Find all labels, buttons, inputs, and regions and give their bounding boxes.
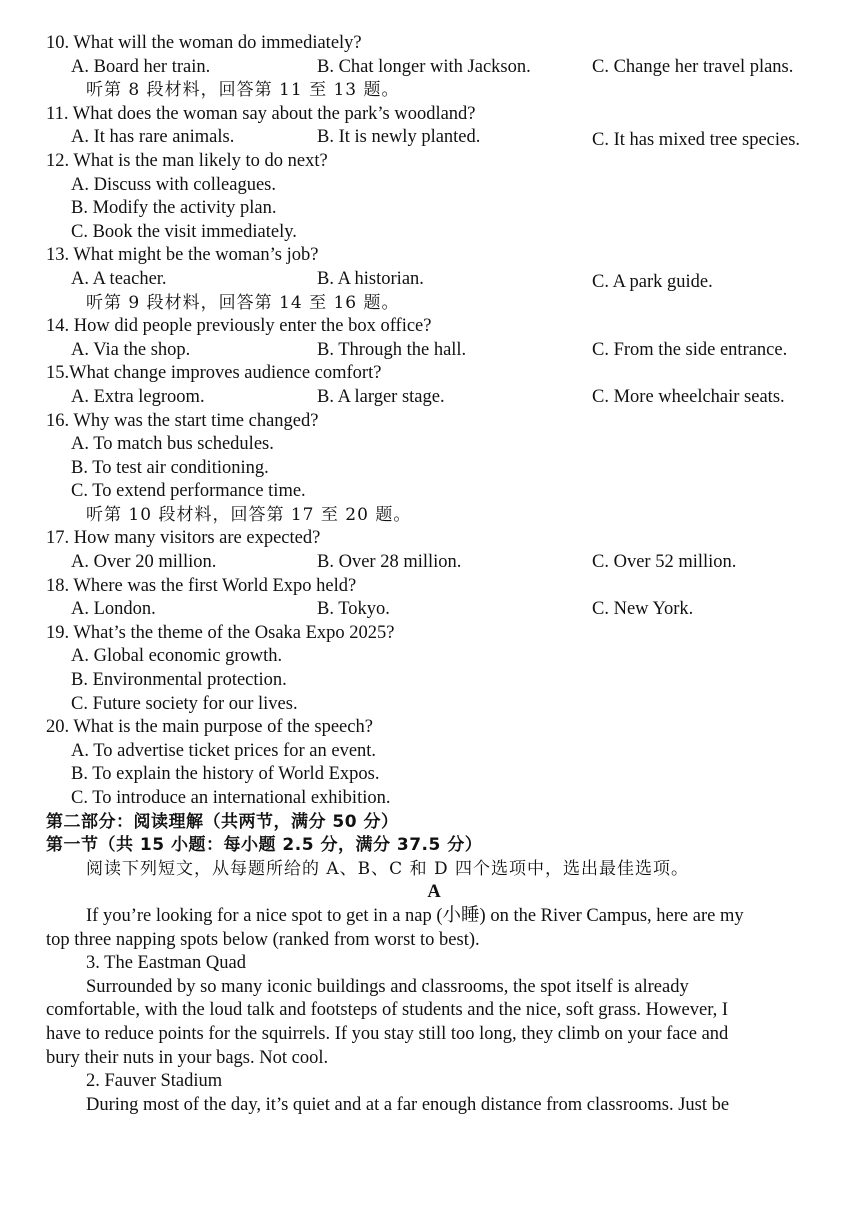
option-c: C. To introduce an international exhibition. (71, 788, 391, 808)
question-text: 17. How many visitors are expected? (46, 528, 321, 549)
option-b: B. Chat longer with Jackson. (317, 56, 531, 77)
spot3-line-4: bury their nuts in your bags. Not cool. (46, 1047, 329, 1068)
option-c: C. A park guide. (592, 271, 713, 292)
question-13 (0, 244, 868, 268)
spot3-line-3: have to reduce points for the squirrels. If you stay still too long, they climb on your face and (46, 1023, 729, 1044)
option-a: A. Discuss with colleagues. (71, 174, 277, 195)
option-a: A. Over 20 million. (71, 552, 217, 573)
question-text: 14. How did people previously enter the box office? (46, 316, 432, 337)
option-c: C. More wheelchair seats. (592, 386, 785, 407)
options-14 (0, 339, 868, 363)
option-a: A. London. (71, 599, 156, 620)
option-c: C. Over 52 million. (592, 552, 737, 573)
option-c: C. It has mixed tree species. (592, 130, 801, 151)
question-text: 16. Why was the start time changed? (46, 410, 319, 431)
spot3-line-2: comfortable, with the loud talk and footsteps of students and the nice, soft grass. However, I (46, 1000, 729, 1021)
option-b: B. Modify the activity plan. (71, 198, 277, 219)
options-17 (0, 551, 868, 575)
passage-label: A (427, 882, 441, 903)
option-c: C. Future society for our lives. (71, 693, 298, 714)
option-b: B. To test air conditioning. (71, 457, 269, 478)
part2-instruction: 阅读下列短文，从每题所给的 A、B、C 和 D 四个选项中，选出最佳选项。 (86, 858, 690, 879)
exam-page (0, 32, 868, 1117)
option-b: B. A larger stage. (317, 386, 445, 407)
option-a: A. To match bus schedules. (71, 434, 274, 455)
question-10 (0, 32, 868, 56)
option-c: C. Change her travel plans. (592, 56, 794, 77)
options-18 (0, 598, 868, 622)
spot3-title: 3. The Eastman Quad (86, 953, 246, 974)
section-instruction-9: 听第 9 段材料，回答第 14 至 16 题。 (86, 292, 400, 313)
option-c: C. To extend performance time. (71, 481, 306, 502)
option-a: A. Global economic growth. (71, 646, 283, 667)
options-13 (0, 268, 868, 292)
question-text: 13. What might be the woman’s job? (46, 245, 319, 266)
option-b: B. Through the hall. (317, 339, 467, 360)
question-text: 20. What is the main purpose of the speech? (46, 717, 373, 738)
section-instruction-8: 听第 8 段材料，回答第 11 至 13 题。 (86, 80, 400, 101)
options-10 (0, 56, 868, 80)
option-b: B. Over 28 million. (317, 552, 462, 573)
section-instruction-10: 听第 10 段材料，回答第 17 至 20 题。 (86, 504, 412, 525)
question-19 (0, 622, 868, 646)
question-18 (0, 575, 868, 599)
question-14 (0, 315, 868, 339)
question-11 (0, 103, 868, 127)
option-b: B. A historian. (317, 268, 424, 289)
question-text: 18. Where was the first World Expo held? (46, 575, 357, 596)
part2-section1-heading: 第一节（共 15 小题：每小题 2.5 分，满分 37.5 分） (46, 835, 483, 856)
options-11 (0, 126, 868, 150)
option-a: A. A teacher. (71, 268, 167, 289)
option-b: B. To explain the history of World Expos. (71, 764, 380, 785)
option-c: C. Book the visit immediately. (71, 221, 297, 242)
spot2-line-1: During most of the day, it’s quiet and at a far enough distance from classrooms. Just be (86, 1094, 730, 1115)
question-text: 12. What is the man likely to do next? (46, 150, 328, 171)
question-20 (0, 716, 868, 740)
question-text: 15.What change improves audience comfort? (46, 363, 382, 384)
option-b: B. Environmental protection. (71, 670, 287, 691)
question-15 (0, 362, 868, 386)
option-a: A. To advertise ticket prices for an event. (71, 740, 377, 761)
question-16 (0, 410, 868, 434)
option-b: B. Tokyo. (317, 599, 390, 620)
spot2-title: 2. Fauver Stadium (86, 1071, 223, 1092)
question-text: 19. What’s the theme of the Osaka Expo 2025? (46, 622, 395, 643)
question-12 (0, 150, 868, 174)
option-a: A. Board her train. (71, 56, 211, 77)
options-15 (0, 386, 868, 410)
option-c: C. New York. (592, 599, 694, 620)
question-text: 10. What will the woman do immediately? (46, 33, 362, 53)
question-text: 11. What does the woman say about the park’s woodland? (46, 103, 476, 124)
option-c: C. From the side entrance. (592, 339, 788, 360)
passage-intro-line-2: top three napping spots below (ranked from worst to best). (46, 929, 480, 950)
spot3-line-1: Surrounded by so many iconic buildings and classrooms, the spot itself is already (86, 976, 689, 997)
passage-intro-line-1: If you’re looking for a nice spot to get in a nap (小睡) on the River Campus, here are my (86, 905, 744, 926)
question-17 (0, 527, 868, 551)
option-a: A. Via the shop. (71, 339, 191, 360)
option-a: A. Extra legroom. (71, 386, 205, 407)
option-b: B. It is newly planted. (317, 127, 481, 148)
part2-heading: 第二部分：阅读理解（共两节，满分 50 分） (46, 811, 399, 832)
option-a: A. It has rare animals. (71, 127, 235, 148)
